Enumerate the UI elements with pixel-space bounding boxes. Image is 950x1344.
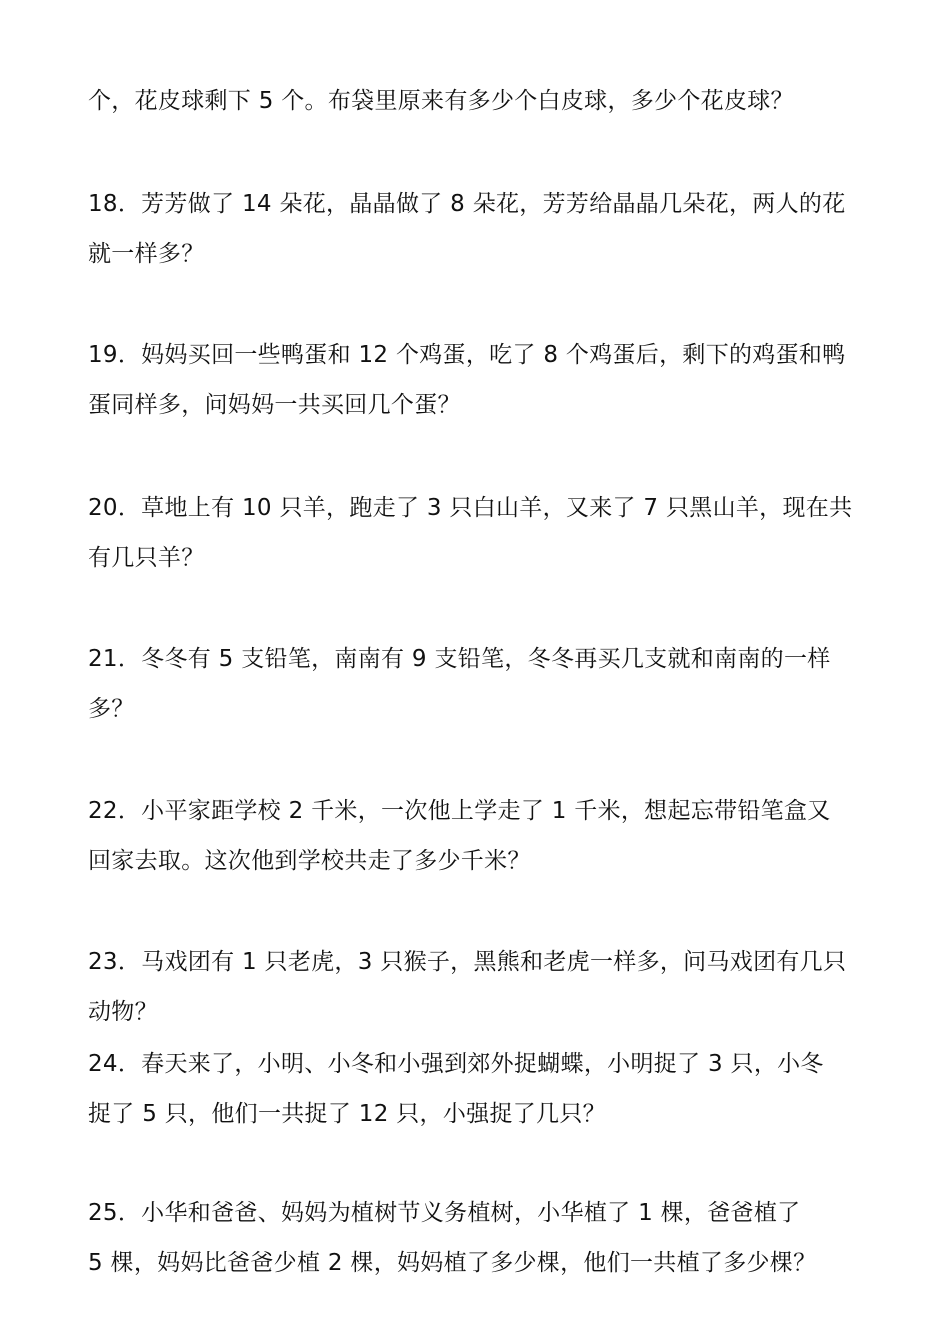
problem-23-line-2: 动物？ bbox=[88, 999, 158, 1025]
problem-22-line-1: 22．小平家距学校 2 千米，一次他上学走了 1 千米，想起忘带铅笔盒又 bbox=[88, 798, 831, 824]
problem-19-line-2: 蛋同样多，问妈妈一共买回几个蛋？ bbox=[88, 392, 461, 418]
problem-19-line-1: 19．妈妈买回一些鸭蛋和 12 个鸡蛋，吃了 8 个鸡蛋后，剩下的鸡蛋和鸭 bbox=[88, 342, 846, 368]
problem-24-line-1: 24．春天来了，小明、小冬和小强到郊外捉蝴蝶，小明捉了 3 只，小冬 bbox=[88, 1051, 824, 1077]
problem-20-line-2: 有几只羊？ bbox=[88, 545, 205, 571]
problem-17-line-2: 个，花皮球剩下 5 个。布袋里原来有多少个白皮球，多少个花皮球？ bbox=[88, 88, 794, 114]
problem-25-line-1: 25．小华和爸爸、妈妈为植树节义务植树，小华植了 1 棵，爸爸植了 bbox=[88, 1200, 801, 1226]
problem-18-line-2: 就一样多？ bbox=[88, 241, 205, 267]
problem-23-line-1: 23．马戏团有 1 只老虎，3 只猴子，黑熊和老虎一样多，问马戏团有几只 bbox=[88, 949, 847, 975]
problem-21-line-2: 多？ bbox=[88, 696, 135, 722]
problem-20-line-1: 20．草地上有 10 只羊，跑走了 3 只白山羊，又来了 7 只黑山羊，现在共 bbox=[88, 495, 853, 521]
problem-21-line-1: 21．冬冬有 5 支铅笔，南南有 9 支铅笔，冬冬再买几支就和南南的一样 bbox=[88, 646, 831, 672]
problem-18-line-1: 18．芳芳做了 14 朵花，晶晶做了 8 朵花，芳芳给晶晶几朵花，两人的花 bbox=[88, 191, 846, 217]
problem-22-line-2: 回家去取。这次他到学校共走了多少千米？ bbox=[88, 848, 531, 874]
problem-25-line-2: 5 棵，妈妈比爸爸少植 2 棵，妈妈植了多少棵，他们一共植了多少棵？ bbox=[88, 1250, 817, 1276]
problem-24-line-2: 捉了 5 只，他们一共捉了 12 只，小强捉了几只？ bbox=[88, 1101, 606, 1127]
